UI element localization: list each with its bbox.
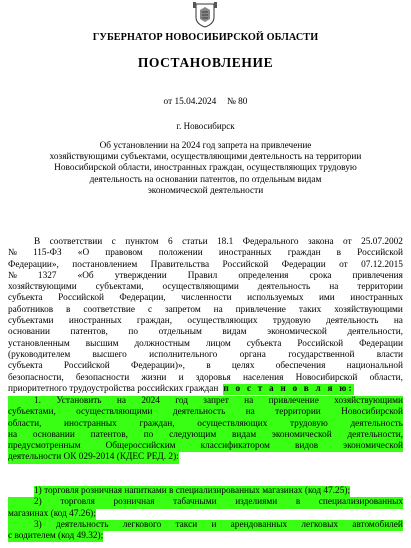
word: жизни — [141, 372, 167, 383]
preamble-paragraph — [8, 237, 403, 384]
subitems-list — [8, 486, 403, 542]
word: «Об — [77, 270, 94, 281]
text-line — [8, 271, 403, 282]
date-number-line — [0, 97, 411, 107]
word: установленным — [8, 338, 70, 349]
coat-of-arms-emblem — [193, 2, 217, 28]
word: безопасности — [75, 372, 130, 383]
text-line — [8, 497, 403, 508]
word: торговля — [60, 497, 95, 508]
word: от — [339, 259, 348, 270]
word: по — [128, 327, 139, 338]
word: экономической — [271, 429, 332, 440]
word: правовом — [105, 248, 143, 259]
word: субъекта — [246, 338, 282, 349]
subject-line: экономической деятельности — [147, 185, 264, 196]
word: с — [111, 237, 116, 247]
word: постановлением — [72, 259, 138, 270]
word: специализированных — [318, 497, 403, 508]
preamble-tail-line — [8, 384, 403, 395]
word: осуществляющих — [187, 316, 258, 327]
word: № — [8, 248, 17, 259]
word: деятельности, — [347, 429, 403, 440]
word: розничная — [113, 497, 155, 508]
text-line — [8, 452, 403, 463]
word: субъектами — [8, 316, 54, 327]
word: Общероссийским — [105, 441, 176, 452]
word: населения — [242, 372, 284, 383]
word: Российской — [222, 259, 269, 270]
word: и — [211, 519, 217, 530]
word: видов — [294, 441, 319, 452]
word: Установить — [56, 396, 102, 406]
word: Правительства — [150, 259, 210, 270]
word: на — [329, 282, 339, 293]
word: субъектами, — [8, 407, 56, 418]
word: граждан, — [136, 316, 173, 327]
word: субъекта — [8, 293, 43, 304]
text-line — [8, 373, 403, 384]
text-line — [8, 248, 403, 259]
word: безопасности, — [8, 372, 64, 383]
word: 18.1 — [217, 237, 234, 247]
word: деятельность — [56, 519, 109, 530]
word: граждан, — [139, 418, 175, 429]
word: арендованных — [230, 519, 288, 530]
document-subject — [8, 141, 403, 197]
word: работников — [8, 304, 54, 315]
word: на — [116, 396, 126, 406]
word: легковых — [301, 519, 338, 530]
word: исполнительного — [149, 349, 218, 360]
word: следующим — [169, 429, 217, 440]
word: Российской — [63, 361, 110, 372]
word: и — [178, 372, 184, 383]
line-text: магазинах (код 47.26); — [8, 508, 96, 519]
word: численности — [181, 293, 232, 304]
text-line — [8, 430, 403, 441]
word: видам — [222, 327, 247, 338]
word: должностным — [134, 338, 190, 349]
word: срока — [309, 270, 332, 281]
word: национальной — [346, 361, 403, 372]
word: таких — [298, 304, 322, 315]
word: Российской — [297, 338, 344, 349]
subitem-1 — [8, 486, 403, 497]
word: экономической — [343, 441, 403, 452]
text-line — [8, 350, 403, 361]
word: высшего — [92, 349, 127, 360]
word: Российской — [58, 293, 104, 304]
word: Федерации)», — [130, 361, 185, 372]
document-type-title: ПОСТАНОВЛЕНИЕ — [137, 55, 274, 70]
text-line — [8, 407, 403, 418]
text-line — [8, 260, 403, 271]
word: области, — [369, 372, 403, 383]
word: 3) — [34, 519, 42, 530]
word: территории — [357, 282, 403, 293]
word: иностранных — [218, 248, 272, 259]
word: Новосибирской — [341, 407, 403, 418]
word: 115-ФЗ — [32, 248, 62, 259]
subject-line: деятельность на основании патентов, по отдельным видам — [89, 174, 322, 185]
word: табачными — [173, 497, 217, 508]
word: 2024 — [141, 396, 160, 406]
word: органа — [239, 349, 266, 360]
word: привлечения — [352, 270, 403, 281]
word: 6 — [167, 237, 173, 247]
word: изделиями — [235, 497, 278, 508]
item-1-paragraph — [8, 396, 403, 464]
subject-line: Об установлении на 2024 год запрета на привлечение — [99, 141, 312, 151]
word: иностранных — [68, 316, 122, 327]
word: субъектами, — [95, 282, 144, 293]
word: утверждении — [114, 270, 167, 281]
word: деятельность — [326, 316, 379, 327]
word: автомобилей — [352, 519, 403, 530]
word: запрет — [203, 396, 229, 406]
word: здоровья — [195, 372, 231, 383]
word: определения — [238, 270, 289, 281]
word: области, — [8, 418, 42, 429]
word: соответствии — [49, 237, 103, 247]
word: трудовую — [272, 316, 311, 327]
text-line — [8, 237, 403, 248]
word: трудовую — [290, 418, 328, 429]
word: целях — [231, 361, 255, 372]
word: хозяйствующими — [334, 304, 403, 315]
word: Федерации, — [119, 293, 166, 304]
word: на — [245, 407, 255, 418]
word: «О — [77, 248, 90, 259]
preamble-tail-text: приоритетного трудоустройства российских граждан — [8, 384, 219, 394]
word: (руководителем — [8, 349, 71, 360]
word: 07.12.2015 — [361, 259, 403, 270]
word: деятельность — [257, 282, 311, 293]
word: год — [175, 396, 188, 406]
word: Новосибирской — [295, 372, 358, 383]
word: экономической — [267, 327, 327, 338]
line-text: с водителем (код 49.32); — [8, 531, 104, 542]
word: 1327 — [37, 270, 57, 281]
word: на — [213, 304, 223, 315]
word: граждан — [287, 248, 321, 259]
text-line — [8, 361, 403, 372]
word: на — [8, 429, 18, 440]
word: статьи — [182, 237, 208, 247]
word: привлечение — [268, 396, 319, 406]
word: с — [147, 304, 153, 315]
subitem-1-text: 1) торговля розничная напитками в специализированных магазинах (код 47.25); — [34, 486, 351, 496]
text-line — [8, 509, 403, 520]
word: патентов, — [90, 429, 128, 440]
word: деятельности, — [347, 327, 403, 338]
word: пунктом — [125, 237, 159, 247]
word: легкового — [122, 519, 162, 530]
word: предусмотренным — [8, 441, 81, 452]
line-text: деятельности ОК 029-2014 (КДЕС РЕД. 2): — [8, 452, 179, 463]
decree-word: п о с т а н о в л я ю: — [223, 384, 354, 394]
governor-heading: ГУБЕРНАТОР НОВОСИБИРСКОЙ ОБЛАСТИ — [92, 32, 319, 43]
word: на — [393, 316, 403, 327]
word: запретом — [164, 304, 201, 315]
word: по — [143, 429, 154, 440]
word: деятельность — [350, 418, 403, 429]
word: иностранных — [350, 293, 403, 304]
word: отдельным — [158, 327, 202, 338]
text-line — [8, 531, 403, 542]
word: Федерального — [242, 237, 299, 247]
word: закона — [308, 237, 334, 247]
word: обеспечения — [275, 361, 326, 372]
word: осуществляющих — [197, 418, 268, 429]
subject-line: хозяйствующими субъектами, осуществляющими деятельность на территории — [49, 152, 362, 163]
word: классификатором — [200, 441, 270, 452]
word: основании — [32, 429, 75, 440]
word: власти — [376, 349, 403, 360]
text-line — [8, 316, 403, 327]
word: Федерации», — [8, 259, 59, 270]
word: в — [336, 248, 342, 259]
word: от — [343, 237, 352, 247]
word: Российской — [357, 248, 403, 259]
text-line — [8, 305, 403, 316]
word: хозяйствующими — [334, 396, 403, 406]
word: привлечение — [235, 304, 286, 315]
city-line: г. Новосибирск — [176, 121, 235, 131]
document-date: от 15.04.2024 — [163, 97, 217, 107]
text-line — [8, 396, 403, 407]
word: Федерации — [281, 259, 326, 270]
text-line — [8, 293, 403, 304]
text-line — [8, 520, 403, 531]
word: высшим — [85, 338, 119, 349]
word: осуществляющими — [162, 282, 239, 293]
word: территории — [275, 407, 321, 418]
word: Правил — [187, 270, 218, 281]
word: хозяйствующими — [8, 282, 77, 293]
word: 1. — [34, 396, 41, 406]
word: Федерации — [359, 338, 403, 349]
word: 2) — [34, 497, 42, 508]
text-line — [8, 282, 403, 293]
text-line — [8, 327, 403, 338]
word: положении — [158, 248, 203, 259]
word: В — [34, 237, 41, 247]
word: иностранных — [64, 418, 117, 429]
word: такси — [175, 519, 198, 530]
word: соответствие — [83, 304, 136, 315]
word: на — [244, 396, 254, 406]
text-line — [8, 441, 403, 452]
word: осуществляющими — [76, 407, 153, 418]
word: в — [66, 304, 71, 315]
text-line — [8, 419, 403, 430]
word: в — [295, 497, 301, 508]
word: субъекта — [8, 361, 43, 372]
subject-line: Новосибирской области, иностранных граждан, осуществляющих трудовую — [54, 163, 357, 174]
text-line — [8, 339, 403, 350]
word: используемых — [247, 293, 304, 304]
word: № — [8, 270, 17, 281]
word: видам — [231, 429, 257, 440]
word: 25.07.2002 — [361, 237, 403, 247]
word: государственной — [288, 349, 355, 360]
word: ими — [318, 293, 335, 304]
word: деятельность — [172, 407, 226, 418]
word: патентов, — [70, 327, 108, 338]
word: в — [206, 361, 211, 372]
word: лицом — [205, 338, 231, 349]
document-number: № 80 — [226, 97, 248, 107]
word: основании — [8, 327, 50, 338]
